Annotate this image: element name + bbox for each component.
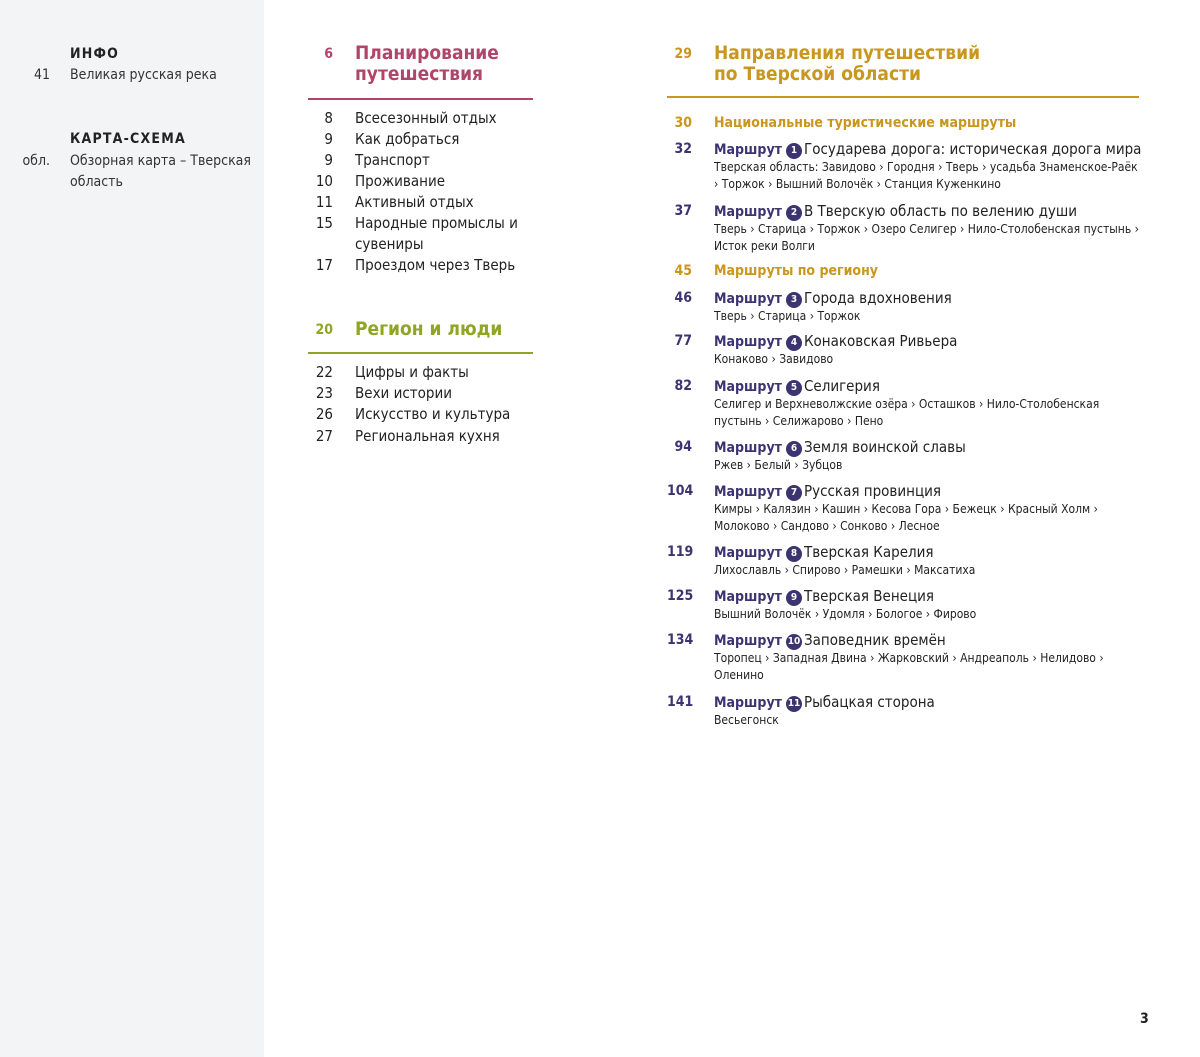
page-number: 82 — [674, 378, 692, 394]
page-number: 104 — [667, 483, 694, 499]
page-number: 125 — [667, 588, 694, 604]
route-places: Тверская область: Завидово › Городня › Тверь › усадьба Знаменское-Раёк › Торжок › Вышний Волочёк › Станция Куженкино — [714, 160, 1138, 191]
page-number: 26 — [315, 405, 333, 423]
entry-text: Искусство и культура — [355, 405, 511, 423]
entry-text: Вехи истории — [355, 384, 453, 402]
route-label: Маршрут — [714, 545, 782, 561]
page-number: 11 — [315, 193, 333, 211]
section-divider — [308, 352, 533, 354]
route-places: Вышний Волочёк › Удомля › Бологое › Фирово — [714, 607, 977, 621]
route-number-badge: 9 — [786, 590, 802, 606]
route-title: Заповедник времён — [803, 631, 946, 649]
section-page-number: 6 — [324, 46, 333, 62]
section-title — [355, 43, 499, 85]
route-label: Маршрут — [714, 142, 782, 158]
subheading-text: Маршруты по региону — [714, 263, 879, 279]
route-label: Маршрут — [714, 695, 782, 711]
route-title: Земля воинской славы — [803, 438, 966, 456]
route-heading — [714, 288, 952, 309]
route-title: Селигерия — [803, 377, 880, 395]
entry-text: Как добраться — [355, 130, 460, 148]
route-title: Тверская Венеция — [803, 587, 935, 605]
section-page-number: 20 — [315, 322, 333, 338]
section-title-line2: путешествия — [355, 63, 484, 85]
route-places: Лихославль › Спирово › Рамешки › Максатиха — [714, 563, 976, 577]
route-title: Государева дорога: историческая дорога мира — [803, 140, 1142, 158]
route-heading — [714, 630, 946, 651]
entry-text: Великая русская река — [70, 67, 217, 83]
page-number: 94 — [674, 439, 692, 455]
route-heading — [714, 481, 941, 502]
section-title — [714, 43, 980, 85]
route-heading — [714, 586, 934, 607]
section-title-line1: Направления путешествий — [714, 42, 981, 64]
route-number-badge: 7 — [786, 485, 802, 501]
section-title-line1: Планирование — [355, 42, 499, 64]
page-number: 32 — [674, 141, 692, 157]
route-number-badge: 11 — [786, 696, 802, 712]
section-divider — [667, 96, 1139, 98]
page-number: 41 — [33, 67, 50, 83]
route-number-badge: 1 — [786, 143, 802, 159]
route-heading — [714, 376, 880, 397]
route-heading — [714, 201, 1077, 222]
route-label: Маршрут — [714, 633, 782, 649]
route-title: Русская провинция — [803, 482, 942, 500]
page-number: 46 — [674, 290, 692, 306]
page-number: 15 — [315, 214, 333, 232]
entry-text: Региональная кухня — [355, 427, 500, 445]
route-label: Маршрут — [714, 484, 782, 500]
route-title: Рыбацкая сторона — [803, 693, 935, 711]
page-number: 23 — [315, 384, 333, 402]
entry-text: Проездом через Тверь — [355, 256, 516, 274]
route-number-badge: 3 — [786, 292, 802, 308]
route-label: Маршрут — [714, 291, 782, 307]
route-places: Весьегонск — [714, 713, 779, 727]
route-places: Тверь › Старица › Торжок — [714, 309, 861, 323]
route-number-badge: 6 — [786, 441, 802, 457]
entry-text: Проживание — [355, 172, 446, 190]
page-number: 22 — [315, 363, 333, 381]
route-number-badge: 5 — [786, 380, 802, 396]
route-number-badge: 2 — [786, 205, 802, 221]
route-heading — [714, 692, 935, 713]
route-places: Тверь › Старица › Торжок › Озеро Селигер › Нило-Столобенская пустынь › Исток реки Волги — [714, 222, 1139, 253]
page-number: 9 — [324, 130, 333, 148]
route-title: Города вдохновения — [803, 289, 952, 307]
route-heading — [714, 139, 1141, 160]
route-heading — [714, 542, 934, 563]
subheading-text: Национальные туристические маршруты — [714, 115, 1017, 131]
route-heading — [714, 437, 966, 458]
section-page-number: 29 — [674, 46, 692, 62]
section-title: Регион и люди — [355, 318, 503, 340]
page-number: 77 — [674, 333, 692, 349]
section-divider — [308, 98, 533, 100]
route-label: Маршрут — [714, 204, 782, 220]
page-number: 141 — [667, 694, 694, 710]
page-number: 8 — [324, 109, 333, 127]
page-number-footer: 3 — [1140, 1011, 1149, 1027]
section-title-line2: по Тверской области — [714, 63, 921, 85]
page-number: 45 — [674, 263, 692, 279]
route-title: В Тверскую область по велению души — [803, 202, 1077, 220]
page-number: 10 — [315, 172, 333, 190]
page-number: 9 — [324, 151, 333, 169]
entry-text: Цифры и факты — [355, 363, 469, 381]
entry-text: Активный отдых — [355, 193, 474, 211]
route-label: Маршрут — [714, 379, 782, 395]
route-label: Маршрут — [714, 589, 782, 605]
sidebar-map-heading: КАРТА-СХЕМА — [70, 131, 186, 147]
route-places: Ржев › Белый › Зубцов — [714, 458, 843, 472]
page-number: 27 — [315, 427, 333, 445]
route-label: Маршрут — [714, 334, 782, 350]
route-places: Торопец › Западная Двина › Жарковский › Андреаполь › Нелидово › Оленино — [714, 651, 1104, 682]
sidebar — [0, 0, 264, 1057]
page-number: 37 — [674, 203, 692, 219]
route-title: Конаковская Ривьера — [803, 332, 958, 350]
route-places: Кимры › Калязин › Кашин › Кесова Гора › Бежецк › Красный Холм › Молоково › Сандово › Сонково › Лесное — [714, 502, 1098, 533]
route-places: Селигер и Верхневолжские озёра › Осташков › Нило-Столобенская пустынь › Селижарово › Пено — [714, 397, 1100, 428]
entry-text: Всесезонный отдых — [355, 109, 497, 127]
page-number: 30 — [674, 115, 692, 131]
page-number: 119 — [667, 544, 694, 560]
page-number: 17 — [315, 256, 333, 274]
entry-text: Народные промыслы и сувениры — [355, 214, 518, 253]
route-number-badge: 8 — [786, 546, 802, 562]
route-number-badge: 10 — [786, 634, 802, 650]
page-number: обл. — [22, 153, 50, 169]
entry-text: Обзорная карта – Тверская область — [70, 153, 251, 190]
entry-text: Транспорт — [355, 151, 430, 169]
route-heading — [714, 331, 957, 352]
route-label: Маршрут — [714, 440, 782, 456]
page-number: 134 — [667, 632, 694, 648]
route-title: Тверская Карелия — [803, 543, 934, 561]
sidebar-info-heading: ИНФО — [70, 46, 120, 62]
route-places: Конаково › Завидово — [714, 352, 834, 366]
route-number-badge: 4 — [786, 335, 802, 351]
